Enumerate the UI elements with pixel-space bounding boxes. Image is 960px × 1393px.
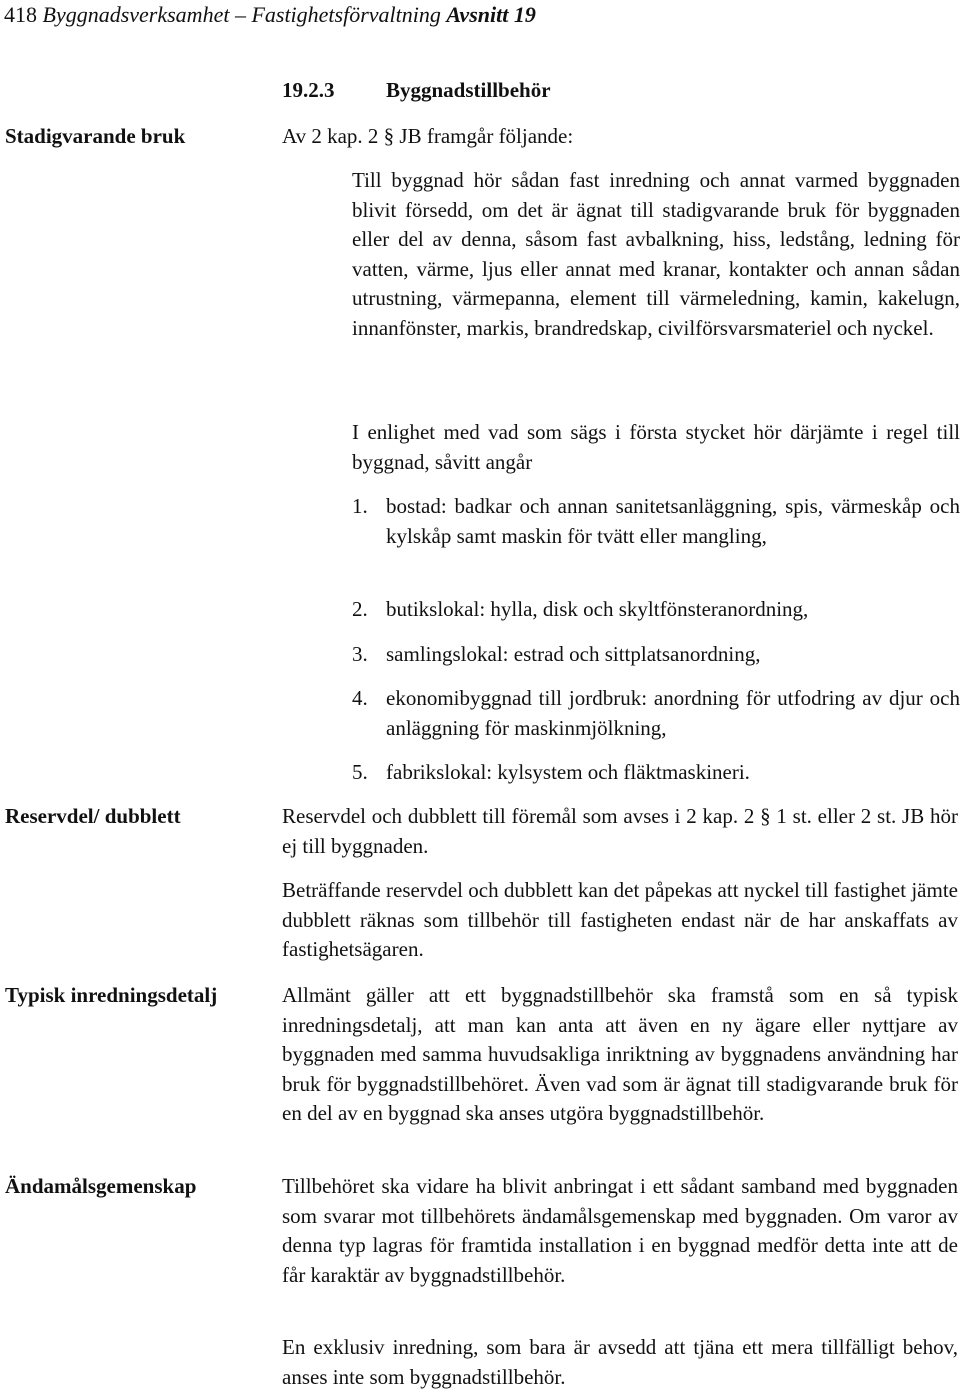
list-item-number: 1. [352,494,368,518]
list-item [352,684,960,743]
list-item-text: fabrikslokal: kylsystem och fläktmaskineri. [386,760,750,784]
body-text: Allmänt gäller att ett byggnadstillbehör ska framstå som en så typisk inredningsdetalj, att man kan anta att även en ny ägare eller nyttjare av byggnaden med samma huvudsakliga inriktning av byggnadens användning har bruk för byggnadstillbehöret. Även vad som är ägnat till stadigvarande bruk för en del av en byggnad ska anses utgöra byggnadstillbehör. [282,983,958,1125]
body-text: Beträffande reservdel och dubblett kan det påpekas att nyckel till fastighet jämte dubblett räknas som tillbehör till fastigheten endast när de har anskaffats av fastighetsägaren. [282,878,958,961]
list-item-text: ekonomibyggnad till jordbruk: anordning för utfodring av djur och anläggning för maskinmjölkning, [386,686,960,740]
body-paragraph [282,802,958,861]
list-item-text: bostad: badkar och annan sanitetsanläggning, spis, värmeskåp och kylskåp samt maskin för tvätt eller mangling, [386,494,960,548]
list-item [352,640,960,670]
section-title: Byggnadstillbehör [386,78,551,102]
page-number: 418 [4,2,37,27]
list-item [352,758,960,788]
quote-paragraph-1 [352,166,960,343]
margin-note-reservdel-dubblett: Reservdel/ dubblett [5,804,181,828]
margin-note-stadigvarande-bruk: Stadigvarande bruk [5,124,186,148]
margin-note-andamalsgemenskap: Ändamålsgemenskap [5,1174,197,1198]
quote-text-2: I enlighet med vad som sägs i första stycket hör därjämte i regel till byggnad, såvitt angår [352,420,960,474]
body-paragraph [282,981,958,1129]
list-item-text: samlingslokal: estrad och sittplatsanordning, [386,642,761,666]
body-paragraph [282,876,958,965]
intro-paragraph [282,122,958,152]
quote-text-1: Till byggnad hör sådan fast inredning och annat varmed byggnaden blivit försedd, om det är ägnat till stadigvarande bruk för byggnaden eller del av denna, såsom fast avbalkning, hiss, ledstång, ledning för vatten, värme, ljus eller annat med kranar, kontakter och annan sådan utrustning, värmepanna, element till värmeledning, kamin, kakelugn, innanfönster, markis, brandredskap, civilförsvarsmateriel och nyckel. [352,168,960,340]
body-text: En exklusiv inredning, som bara är avsedd att tjäna ett mera tillfälligt behov, anses inte som byggnadstillbehör. [282,1335,958,1389]
list-item-number: 4. [352,686,368,710]
section-label: Avsnitt 19 [446,2,536,27]
list-item-text: butikslokal: hylla, disk och skyltfönsteranordning, [386,597,809,621]
body-paragraph [282,1172,958,1290]
quote-paragraph-2 [352,418,960,477]
section-number: 19.2.3 [282,78,335,102]
page-header [4,0,536,30]
list-item-number: 3. [352,642,368,666]
section-heading [282,76,551,106]
list-item [352,492,960,551]
body-text: Tillbehöret ska vidare ha blivit anbringat i ett sådant samband med byggnaden som svarar mot tillbehörets ändamålsgemenskap med byggnaden. Om varor av denna typ lagras för framtida installation i en byggnad medför detta inte att de får karaktär av byggnadstillbehör. [282,1174,958,1287]
body-text: Reservdel och dubblett till föremål som avses i 2 kap. 2 § 1 st. eller 2 st. JB hör ej till byggnaden. [282,804,958,858]
margin-note-typisk-inredningsdetalj: Typisk inredningsdetalj [5,983,218,1007]
list-item-number: 5. [352,760,368,784]
list-item-number: 2. [352,597,368,621]
intro-text: Av 2 kap. 2 § JB framgår följande: [282,124,574,148]
body-paragraph [282,1333,958,1392]
running-title: Byggnadsverksamhet – Fastighetsförvaltning [42,2,441,27]
list-item [352,595,960,625]
